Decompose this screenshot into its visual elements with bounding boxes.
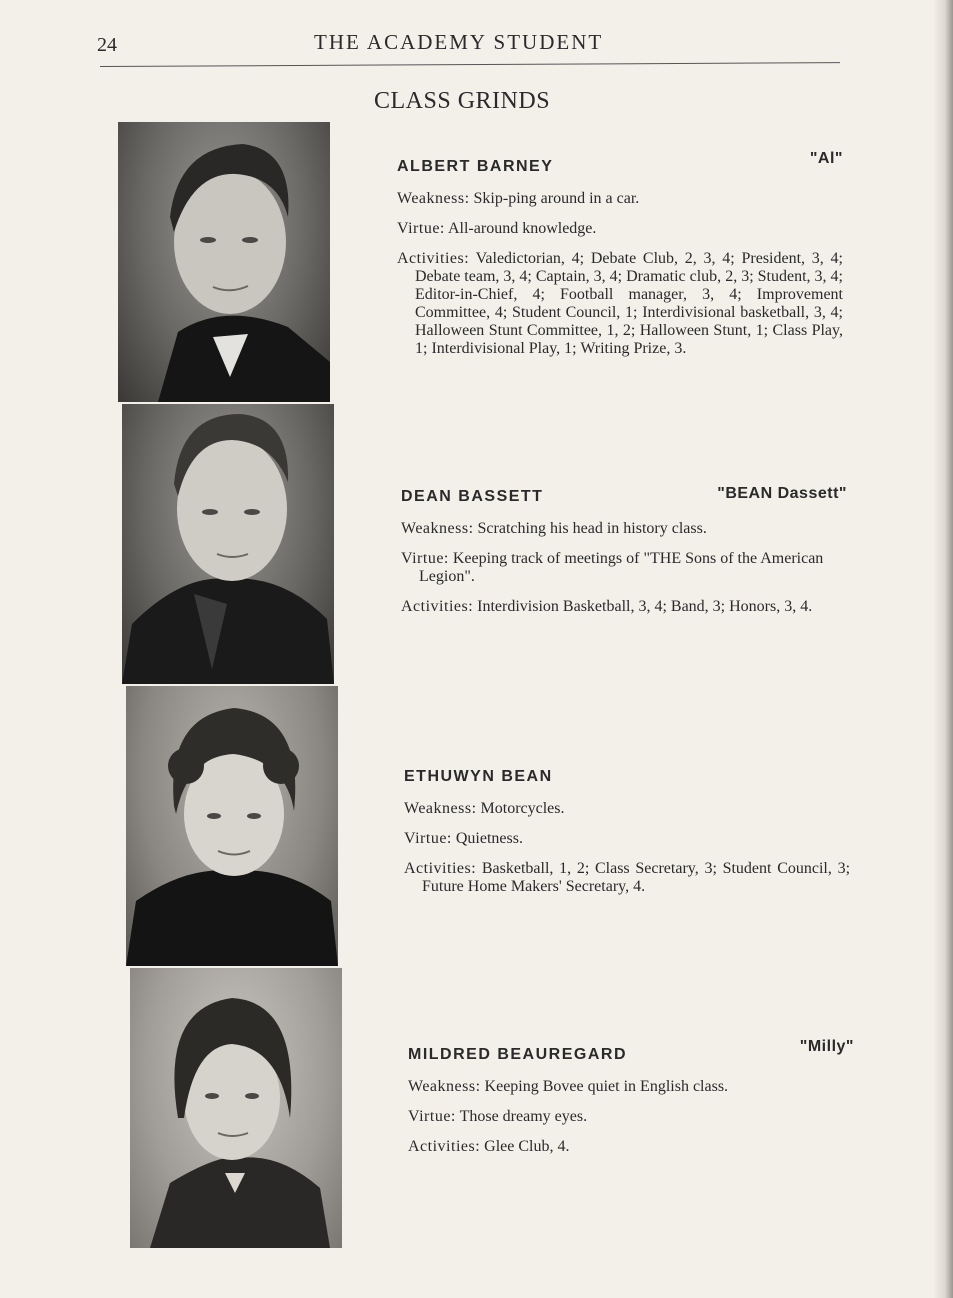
activities-label: Activities: [397,250,470,267]
activities-line [408,1138,854,1156]
student-name: ETHUWYN BEAN [404,768,553,785]
activities-line [404,860,850,896]
student-name: ALBERT BARNEY [397,158,554,175]
activities-text: Basketball, 1, 2; Class Secretary, 3; Student Council, 3; Future Home Makers' Secretary, 4. [422,860,851,895]
name-row [401,485,847,510]
running-head: THE ACADEMY STUDENT [314,30,604,54]
header-rule [100,62,840,67]
weakness-label: Weakness: [401,520,474,537]
student-name: MILDRED BEAUREGARD [408,1046,627,1063]
portrait-dean-bassett [122,404,334,684]
virtue-text: Those dreamy eyes. [459,1108,588,1125]
weakness-text: Motorcycles. [480,800,565,817]
activities-line [401,598,847,616]
activities-text: Interdivision Basketball, 3, 4; Band, 3; Honors, 3, 4. [477,598,813,615]
activities-label: Activities: [404,860,477,877]
virtue-text: Quietness. [455,830,523,847]
weakness-line [404,800,850,818]
virtue-label: Virtue: [397,220,445,237]
weakness-line [401,520,847,538]
virtue-text: Keeping track of meetings of "THE Sons of the American Legion". [419,550,824,585]
page-number: 24 [97,34,117,56]
virtue-label: Virtue: [408,1108,456,1125]
portrait-albert-barney [118,122,330,402]
weakness-text: Scratching his head in history class. [477,520,707,537]
virtue-line [397,220,843,238]
portrait-ethuwyn-bean [126,686,338,966]
weakness-label: Weakness: [404,800,477,817]
student-nickname: "Al" [809,150,843,167]
activities-label: Activities: [401,598,474,615]
activities-label: Activities: [408,1138,481,1155]
student-entry-ethuwyn-bean [404,768,850,908]
weakness-label: Weakness: [397,190,470,207]
weakness-text: Skip-ping around in a car. [473,190,640,207]
virtue-line [404,830,850,848]
student-name: DEAN BASSETT [401,488,544,505]
weakness-line [397,190,843,208]
student-entry-mildred-beauregard [408,1038,854,1168]
activities-line [397,250,843,358]
student-entry-albert-barney [397,150,843,370]
name-row [397,150,843,180]
weakness-line [408,1078,854,1096]
section-title: CLASS GRINDS [374,88,551,114]
virtue-text: All-around knowledge. [447,220,597,237]
name-row [404,768,850,790]
student-nickname: "BEAN Dassett" [717,485,847,502]
portrait-mildred-beauregard [130,968,342,1248]
activities-text: Valedictorian, 4; Debate Club, 2, 3, 4; President, 3, 4; Debate team, 3, 4; Captain, 3, 4; Dramatic club, 2, 3; Student, 3, 4; Editor-in-Chief, 4; Football manager, 3, 4; Improvement Committee, 4; Student Council, 1; Interdivisional basketball, 3, 4; Halloween Stunt Committee, 1, 2; Halloween Stunt, 1; Class Play, 1; Interdivisional Play, 1; Writing Prize, 3. [415,250,843,357]
activities-text: Glee Club, 4. [484,1138,570,1155]
portrait-dean-bassett-image [122,404,334,684]
portrait-mildred-beauregard-image [130,968,342,1248]
virtue-label: Virtue: [404,830,452,847]
student-entry-dean-bassett [401,485,847,628]
page-edge [933,0,953,1298]
virtue-label: Virtue: [401,550,449,567]
portrait-ethuwyn-bean-image [126,686,338,966]
portrait-albert-barney-image [118,122,330,402]
weakness-label: Weakness: [408,1078,481,1095]
student-nickname: "Milly" [799,1038,854,1055]
virtue-line [408,1108,854,1126]
name-row [408,1038,854,1068]
virtue-line [401,550,847,586]
weakness-text: Keeping Bovee quiet in English class. [484,1078,729,1095]
